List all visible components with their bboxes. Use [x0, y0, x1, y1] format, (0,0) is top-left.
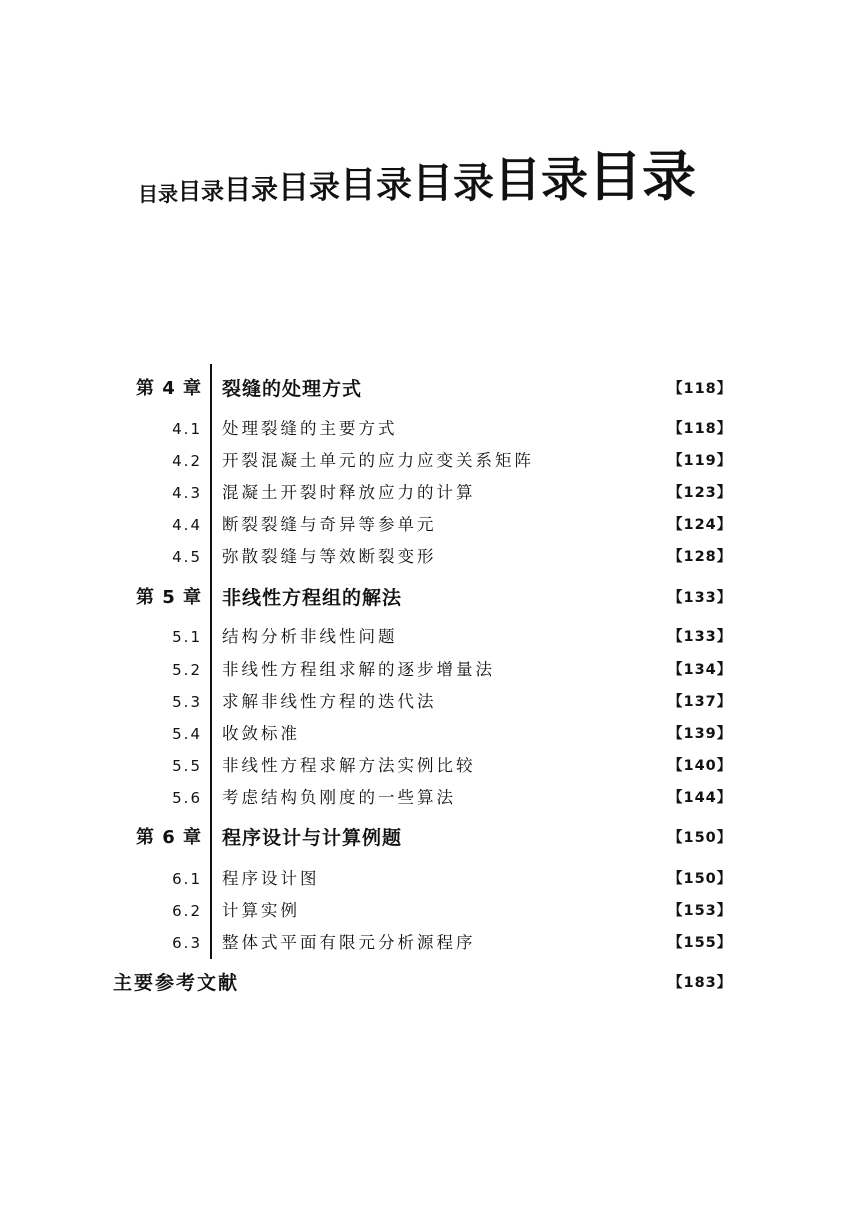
- section-number: 4.5: [172, 548, 202, 566]
- section-number: 5.3: [172, 693, 202, 711]
- page-number: 【133】: [668, 590, 733, 606]
- section-number: 5.4: [172, 725, 202, 743]
- section-number: 4.1: [172, 420, 202, 438]
- page-number: 【118】: [668, 381, 733, 397]
- page-number: 【123】: [668, 485, 733, 501]
- toc-section-5-3[interactable]: [0, 686, 868, 718]
- section-title: 考虑结构负刚度的一些算法: [222, 788, 456, 807]
- title-fragment: 目录: [224, 175, 278, 206]
- section-number: 4.2: [172, 452, 202, 470]
- toc-chapter-5[interactable]: [0, 582, 868, 614]
- title-fragment: 目录: [138, 182, 178, 206]
- references-title: 主要参考文献: [113, 972, 240, 994]
- title-fragment: 目录: [278, 170, 340, 206]
- page-number: 【150】: [668, 830, 733, 846]
- section-title: 非线性方程组求解的逐步增量法: [222, 660, 495, 679]
- toc-section-4-2[interactable]: [0, 445, 868, 477]
- page-number: 【155】: [668, 935, 733, 951]
- section-number: 4.3: [172, 484, 202, 502]
- section-title: 非线性方程求解方法实例比较: [222, 756, 476, 775]
- section-number: 6.2: [172, 902, 202, 920]
- section-number: 5.2: [172, 661, 202, 679]
- section-title: 混凝土开裂时释放应力的计算: [222, 483, 476, 502]
- toc-section-5-5[interactable]: [0, 750, 868, 782]
- toc-section-4-1[interactable]: [0, 413, 868, 445]
- page-number: 【124】: [668, 517, 733, 533]
- toc-section-5-2[interactable]: [0, 654, 868, 686]
- section-number: 5.1: [172, 628, 202, 646]
- page-number: 【183】: [668, 975, 733, 991]
- toc-section-6-3[interactable]: [0, 927, 868, 959]
- title-fragment: 目录: [412, 159, 495, 207]
- page-number: 【139】: [668, 726, 733, 742]
- chapter-title: 程序设计与计算例题: [222, 827, 403, 849]
- title-fragment: 目录: [178, 179, 224, 205]
- toc-chapter-4[interactable]: [0, 373, 868, 405]
- page-number: 【128】: [668, 549, 733, 565]
- section-number: 5.6: [172, 789, 202, 807]
- page-number: 【118】: [668, 421, 733, 437]
- chapter-title: 非线性方程组的解法: [222, 587, 403, 609]
- toc-section-4-3[interactable]: [0, 477, 868, 509]
- toc-section-5-4[interactable]: [0, 718, 868, 750]
- section-number: 6.3: [172, 934, 202, 952]
- toc-section-5-6[interactable]: [0, 782, 868, 814]
- section-title: 计算实例: [222, 901, 300, 920]
- page-number: 【153】: [668, 903, 733, 919]
- page-number: 【144】: [668, 790, 733, 806]
- section-title: 开裂混凝土单元的应力应变关系矩阵: [222, 451, 534, 470]
- page-number: 【137】: [668, 694, 733, 710]
- chapter-title: 裂缝的处理方式: [222, 378, 363, 400]
- section-number: 6.1: [172, 870, 202, 888]
- toc-section-6-2[interactable]: [0, 895, 868, 927]
- toc-section-6-1[interactable]: [0, 863, 868, 895]
- page-title: [138, 145, 788, 208]
- page-number: 【150】: [668, 871, 733, 887]
- page-number: 【140】: [668, 758, 733, 774]
- title-fragment: 目录: [494, 153, 589, 208]
- section-title: 程序设计图: [222, 869, 320, 888]
- section-title: 求解非线性方程的迭代法: [222, 692, 437, 711]
- section-number: 4.4: [172, 516, 202, 534]
- toc-section-4-5[interactable]: [0, 541, 868, 573]
- chapter-number: 第 5 章: [135, 587, 202, 608]
- section-title: 结构分析非线性问题: [222, 627, 398, 646]
- chapter-number: 第 4 章: [135, 378, 202, 399]
- toc-chapter-6[interactable]: [0, 822, 868, 854]
- toc-references[interactable]: [0, 967, 868, 999]
- chapter-number: 第 6 章: [135, 827, 202, 848]
- section-title: 整体式平面有限元分析源程序: [222, 933, 476, 952]
- title-fragment: 目录: [340, 165, 413, 206]
- section-title: 断裂裂缝与奇异等参单元: [222, 515, 437, 534]
- toc-section-4-4[interactable]: [0, 509, 868, 541]
- page-number: 【134】: [668, 662, 733, 678]
- section-title: 弥散裂缝与等效断裂变形: [222, 547, 437, 566]
- section-title: 处理裂缝的主要方式: [222, 419, 398, 438]
- page-number: 【133】: [668, 629, 733, 645]
- title-fragment: 目录: [588, 145, 697, 208]
- page-number: 【119】: [668, 453, 733, 469]
- toc-section-5-1[interactable]: [0, 621, 868, 653]
- section-title: 收敛标准: [222, 724, 300, 743]
- section-number: 5.5: [172, 757, 202, 775]
